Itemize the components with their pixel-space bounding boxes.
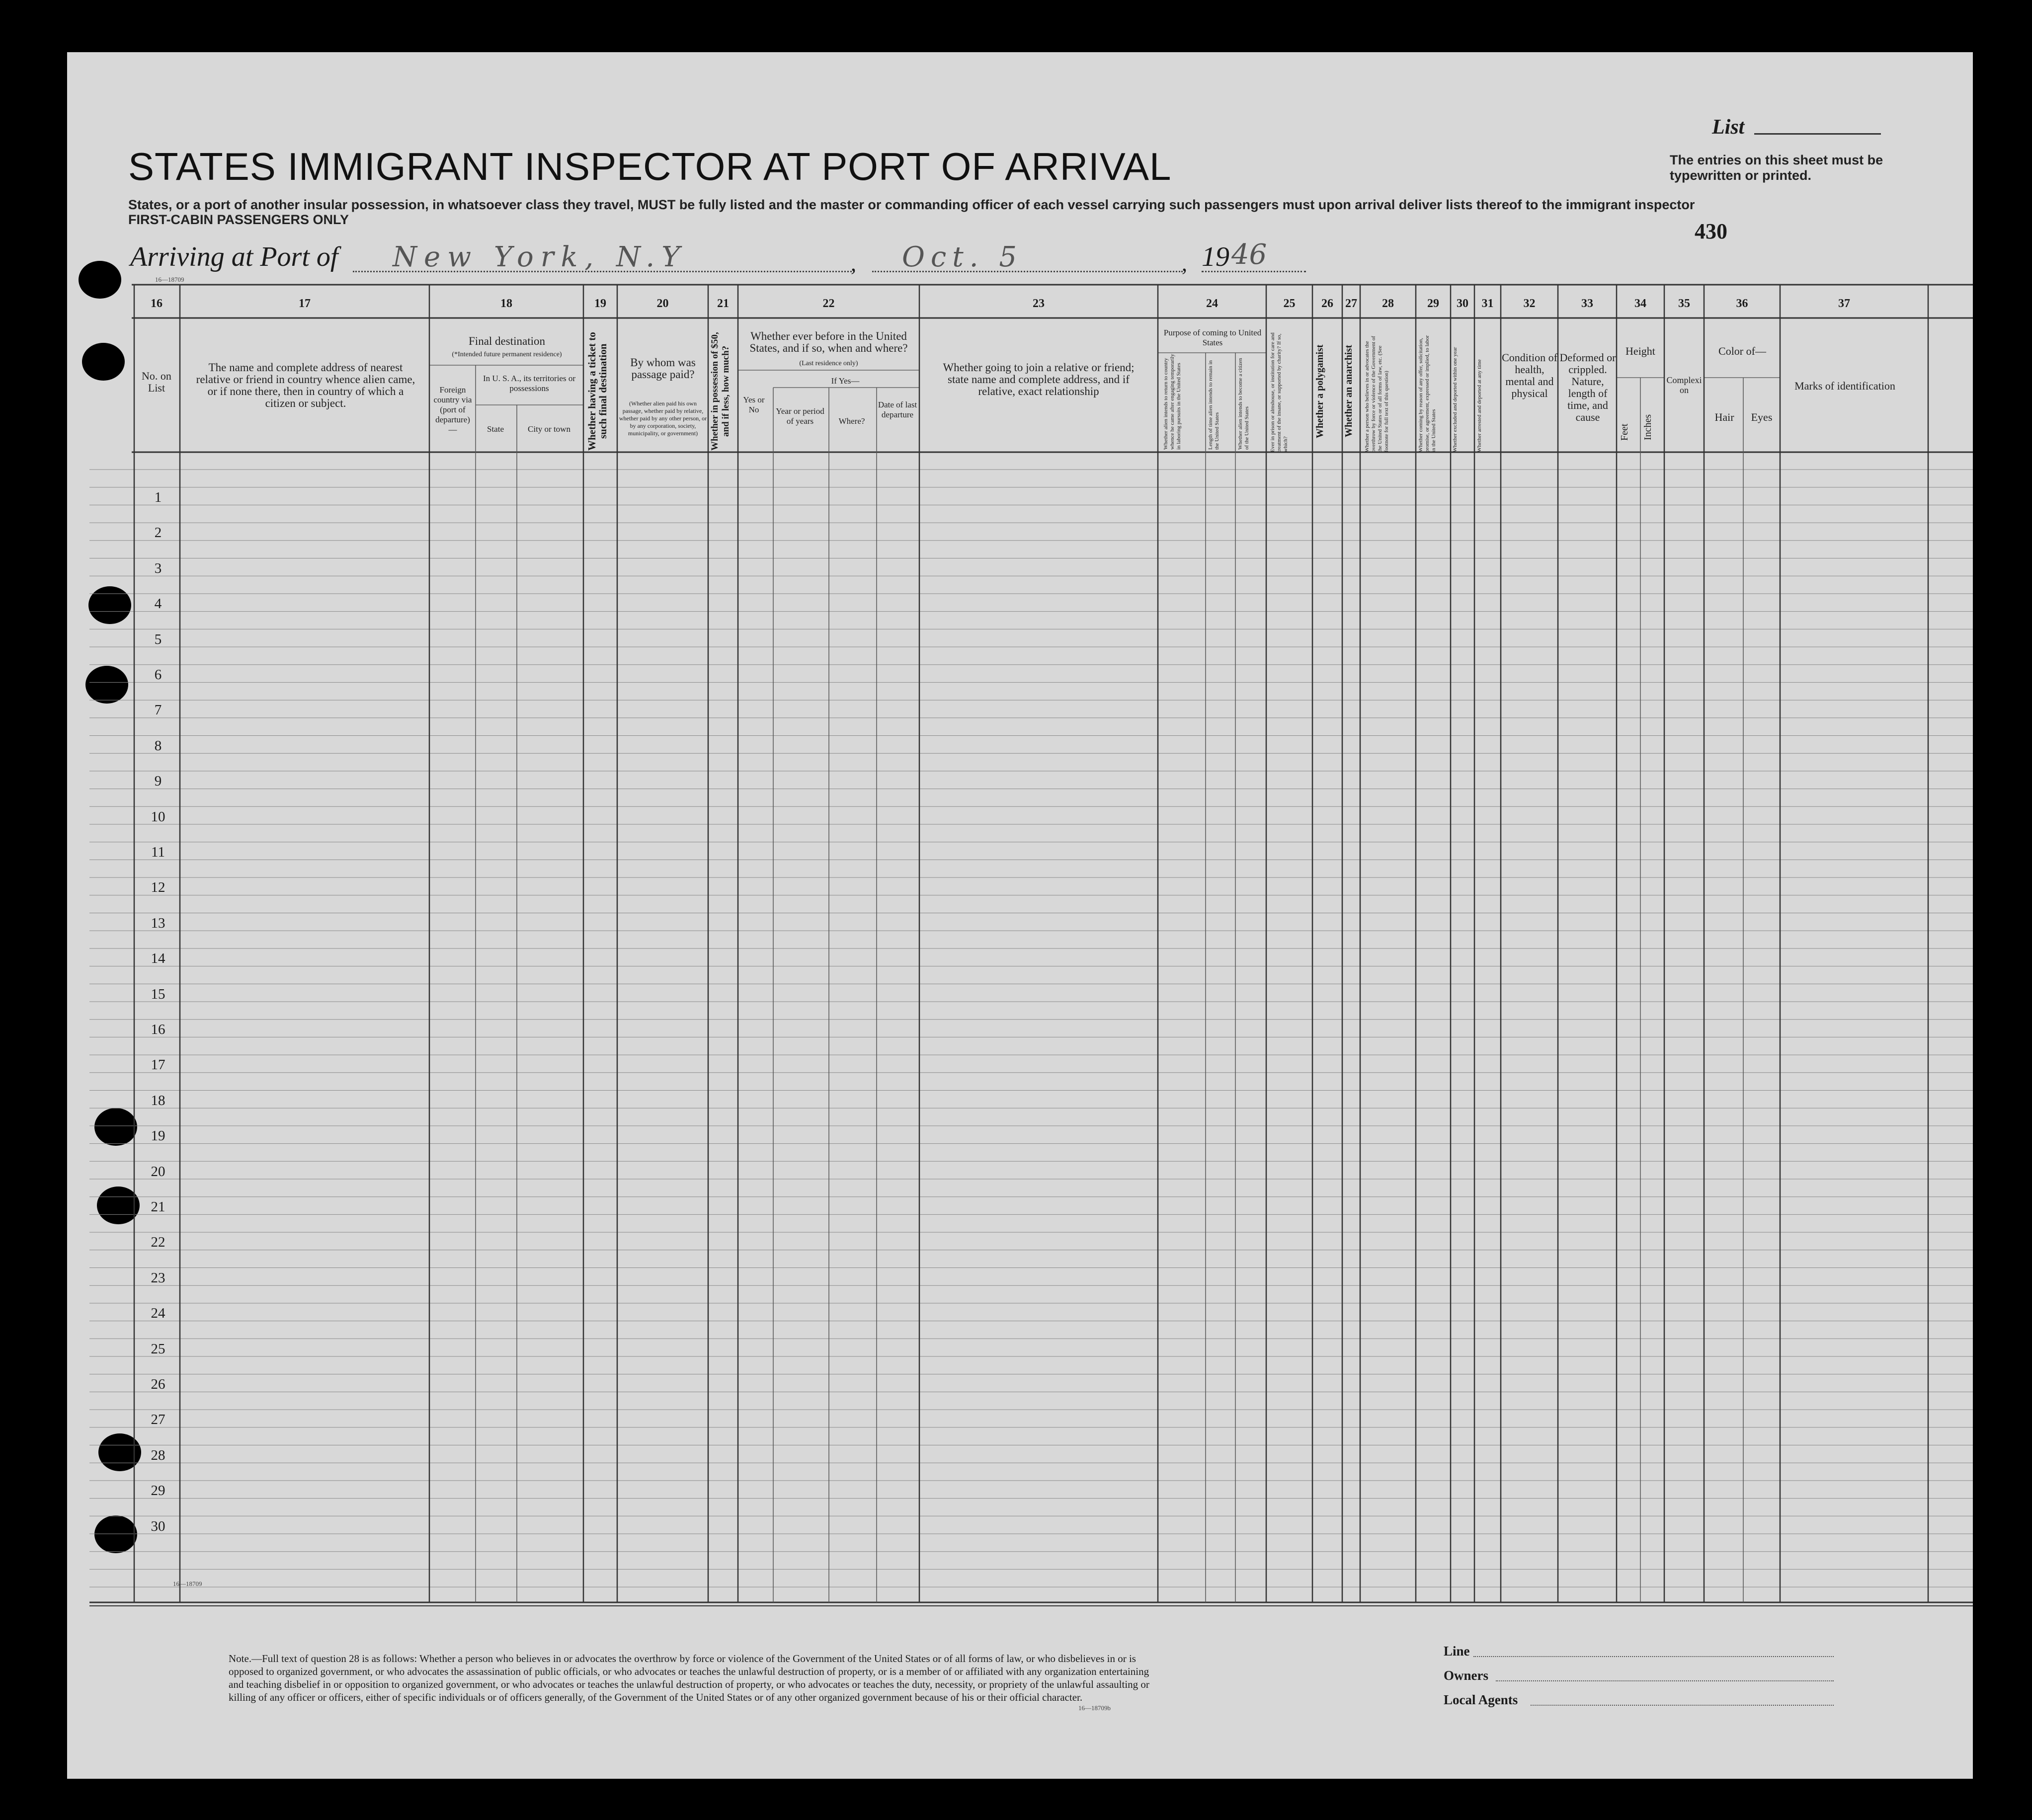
header-city: City or town	[528, 424, 570, 434]
col-num-21: 21	[717, 297, 729, 310]
row-number: 30	[151, 1518, 165, 1534]
col-num-20: 20	[656, 297, 669, 310]
row-number: 9	[154, 773, 162, 790]
row-number: 28	[151, 1447, 165, 1463]
col-num-33: 33	[1581, 297, 1593, 310]
form-number-bottom: 16—18709	[173, 1580, 202, 1587]
header-offer-labor: Whether coming by reason of any offer, solicitation, promise, or agreement, expressed or implied, to labor in the United States	[1418, 335, 1437, 452]
row-number: 24	[151, 1305, 165, 1322]
header-prison: Ever in prison or almshouse, or institution for care and treatment of the insane, or supported by charity? If so, which?	[1270, 332, 1289, 452]
header-date-departure: Date of last departure	[878, 400, 917, 419]
row-number: 26	[151, 1376, 165, 1392]
header-ticket: Whether having a ticket to such final destination	[586, 332, 609, 451]
line-field	[1473, 1656, 1834, 1657]
header-passage-paid-sub: (Whether alien paid his own passage, whether paid by relative, whether paid by any other person, or by any corporation, society, municipality, or government)	[619, 400, 707, 437]
header-color-of: Color of—	[1718, 345, 1766, 357]
col-num-32: 32	[1523, 297, 1536, 310]
form-number-note: 16—18709b	[1078, 1704, 1111, 1712]
row-number: 15	[151, 986, 165, 1002]
header-if-yes: If Yes—	[831, 376, 860, 386]
sheet-number: 430	[1695, 219, 1727, 243]
header-nearest-relative: The name and complete address of nearest relative or friend in country whence alien came, or if none there, then in country of which a citizen or subject.	[196, 361, 415, 409]
row-number: 18	[151, 1092, 165, 1108]
row-number: 8	[154, 737, 162, 754]
header-where: Where?	[838, 416, 865, 426]
entries-note: The entries on this sheet must be typewritten or printed.	[1670, 153, 1883, 183]
header-join-relative: Whether going to join a relative or friend; state name and complete address, and if relative, exact relationship	[943, 361, 1135, 397]
col-num-29: 29	[1427, 297, 1439, 310]
header-yes-or-no: Yes or No	[743, 395, 765, 414]
header-in-usa: In U. S. A., its territories or possessions	[483, 374, 576, 393]
header-year-period: Year or period of years	[776, 406, 824, 426]
row-number: 27	[151, 1412, 165, 1428]
col-num-18: 18	[500, 297, 512, 310]
row-number: 19	[151, 1128, 165, 1144]
col-num-35: 35	[1678, 297, 1690, 310]
page-title: STATES IMMIGRANT INSPECTOR AT PORT OF ARRIVAL	[128, 145, 1172, 188]
row-number: 10	[151, 808, 165, 825]
col-num-24: 24	[1206, 297, 1218, 310]
date-handwritten: Oct. 5	[902, 241, 1023, 273]
header-purpose: Purpose of coming to United States	[1163, 328, 1262, 347]
header-possession-50: Whether in possession of $50, and if less, how much?	[710, 332, 731, 451]
footnote-question-28: Note.—Full text of question 28 is as follows: Whether a person who believes in or advocates the overthrow by force or violence of the Government of the United States or of all forms of law, or who disbelieves in or is opposed to organized government, or who advocates the assassination of public officials, or who advocates or teaches the unlawful destruction of property, or is a member of or affiliated with any organization entertaining and teaching disbelief in or opposition to organized government, or who advocates or teaches the unlawful destruction of property, or who advocates or teaches the duty, necessity, or propriety of the unlawful assaulting or killing of any officer or officers, either of specific individuals or of officers generally, of the Government of the United States or of any other organized government because of his or their official character.	[229, 1653, 1149, 1703]
year-handwritten: 46	[1231, 238, 1267, 271]
header-purpose-citizen: Whether alien intends to become a citizen of the United States	[1237, 358, 1250, 450]
header-purpose-length: Length of time alien intends to remain in the United States	[1208, 360, 1220, 450]
row-number: 1	[154, 489, 162, 505]
local-agents-field	[1531, 1705, 1834, 1706]
row-number: 11	[151, 844, 165, 860]
owners-field	[1496, 1680, 1834, 1681]
row-number: 21	[151, 1199, 165, 1215]
col-num-37: 37	[1838, 297, 1850, 310]
header-excluded: Whether excluded and deported within one year	[1452, 347, 1458, 452]
header-ever-before: Whether ever before in the United States, and if so, when and where?	[749, 330, 908, 354]
subtitle: States, or a port of another insular possession, in whatsoever class they travel, MUST be fully listed and the master or commanding officer of each vessel carrying such passengers must upon arrival deliver lists thereof to the immigrant inspector	[128, 197, 1695, 212]
owners-label: Owners	[1444, 1668, 1488, 1683]
header-purpose-return: Whether alien intends to return to country whence he came after engaging temporarily in laboring pursuits in the United States	[1163, 354, 1182, 450]
col-num-17: 17	[299, 297, 311, 310]
row-number: 22	[151, 1234, 165, 1251]
row-number: 16	[151, 1022, 165, 1037]
row-number: 7	[154, 702, 162, 718]
header-arrested: Whether arrested and deported at any time	[1476, 359, 1482, 452]
header-final-destination-sub: (*Intended future permanent residence)	[452, 351, 562, 358]
local-agents-label: Local Agents	[1444, 1692, 1518, 1707]
header-feet: Feet	[1619, 423, 1630, 441]
arriving-label: Arriving at Port of	[130, 241, 338, 272]
col-num-25: 25	[1283, 297, 1296, 310]
row-number: 13	[151, 915, 165, 931]
comma: ,	[1182, 251, 1187, 276]
header-health: Condition of health, mental and physical	[1502, 351, 1557, 399]
row-number: 23	[151, 1269, 165, 1286]
row-number: 12	[151, 879, 165, 896]
header-marks-identification: Marks of identification	[1794, 380, 1895, 392]
col-num-16: 16	[151, 297, 163, 310]
row-number: 17	[151, 1057, 165, 1073]
col-num-23: 23	[1033, 297, 1045, 310]
row-number: 25	[151, 1341, 165, 1357]
row-number: 2	[154, 525, 162, 541]
year-prefix: 19	[1202, 241, 1229, 272]
col-num-28: 28	[1382, 297, 1394, 310]
header-eyes: Eyes	[1751, 411, 1773, 423]
header-anarchist: Whether an anarchist	[1343, 345, 1354, 438]
col-num-22: 22	[822, 297, 835, 310]
row-number: 20	[151, 1163, 165, 1180]
header-last-residence: (Last residence only)	[799, 360, 858, 367]
header-foreign-country: Foreign country via (port of departure)—	[433, 385, 472, 434]
header-hair: Hair	[1714, 411, 1734, 423]
header-state: State	[487, 424, 504, 434]
header-question-28: Whether a person who believes in or advocates the overthrow by force or violence of the Government of the United States or of all forms of law, etc. (See footnote for full text of this question)	[1364, 336, 1389, 452]
col-num-34: 34	[1634, 297, 1646, 310]
line-label: Line	[1444, 1644, 1470, 1659]
col-num-27: 27	[1345, 297, 1357, 310]
header-passage-paid: By whom was passage paid?	[630, 356, 696, 381]
header-polygamist: Whether a polygamist	[1314, 344, 1325, 438]
row-number: 4	[154, 596, 162, 612]
col-num-36: 36	[1736, 297, 1748, 310]
header-deformed: Deformed or crippled. Nature, length of time, and cause	[1559, 351, 1616, 423]
header-final-destination: Final destination	[469, 335, 545, 347]
header-height: Height	[1626, 345, 1655, 357]
col-num-31: 31	[1481, 297, 1494, 310]
list-label: List	[1712, 116, 1745, 139]
row-number: 5	[154, 631, 162, 647]
col-num-30: 30	[1457, 297, 1468, 310]
header-no-on-list: No. on List	[142, 370, 171, 394]
row-number: 3	[154, 560, 162, 576]
row-number: 29	[151, 1483, 165, 1499]
header-inches: Inches	[1642, 414, 1653, 441]
row-number: 14	[151, 950, 165, 967]
port-handwritten: New York, N.Y	[393, 241, 687, 273]
class-line: FIRST-CABIN PASSENGERS ONLY	[128, 212, 349, 227]
col-num-19: 19	[594, 297, 606, 310]
header-complexion: Complexion	[1666, 375, 1702, 395]
row-number: 6	[154, 667, 162, 683]
form-number-top: 16—18709	[155, 276, 184, 283]
comma: ,	[851, 251, 856, 276]
col-num-26: 26	[1321, 297, 1333, 310]
